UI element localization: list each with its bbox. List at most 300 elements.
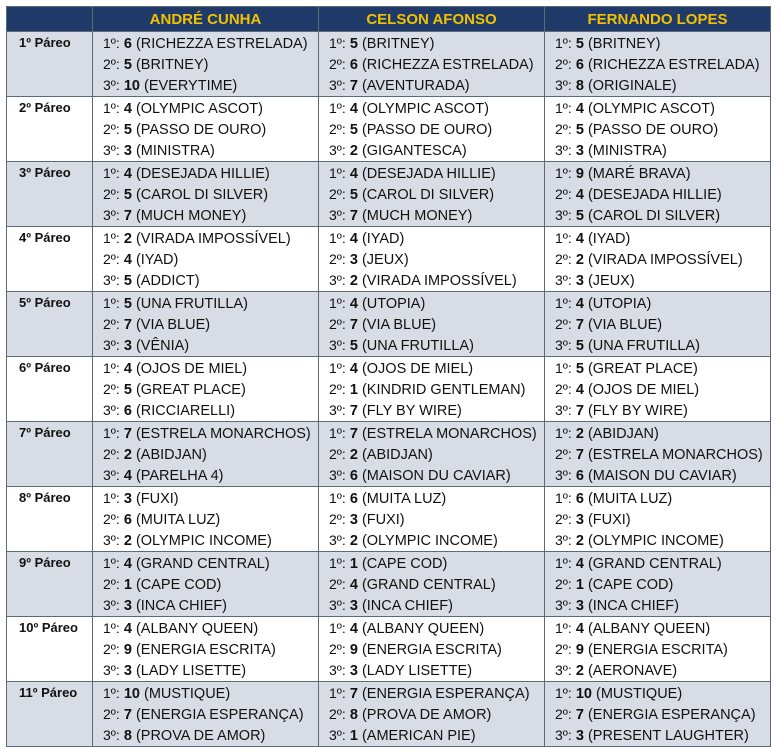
horse-number: 3	[575, 143, 584, 159]
pick-line	[329, 335, 544, 356]
horse-name: (ENERGIA ESPERANÇA)	[135, 707, 304, 723]
horse-name: (VIRADA IMPOSSÍVEL)	[361, 273, 517, 289]
horse-name: (ABIDJAN)	[587, 426, 659, 442]
pick-position: 2º:	[103, 576, 120, 592]
pick-position: 2º:	[555, 446, 572, 462]
horse-name: (JEUX)	[361, 252, 409, 268]
race-label: 6º Páreo	[7, 357, 93, 422]
pick-line	[103, 444, 318, 465]
pick-line	[555, 530, 770, 551]
horse-name: (OLYMPIC INCOME)	[135, 533, 272, 549]
horse-number: 4	[349, 296, 358, 312]
pick-position: 3º:	[555, 77, 572, 93]
pick-line	[329, 444, 544, 465]
pick-position: 1º:	[555, 100, 572, 116]
horse-number: 9	[349, 642, 358, 658]
horse-name: (OJOS DE MIEL)	[587, 382, 700, 398]
horse-name: (DESEJADA HILLIE)	[361, 166, 496, 182]
horse-name: (RICHEZZA ESTRELADA)	[361, 57, 534, 73]
pick-cell-andre-cunha	[93, 97, 319, 162]
horse-name: (ABIDJAN)	[361, 447, 433, 463]
horse-number: 3	[349, 598, 358, 614]
horse-name: (GREAT PLACE)	[135, 382, 246, 398]
horse-number: 4	[123, 361, 132, 377]
pick-line	[103, 725, 318, 746]
pick-line	[103, 184, 318, 205]
pick-position: 2º:	[103, 381, 120, 397]
pick-line	[555, 704, 770, 725]
horse-number: 9	[575, 642, 584, 658]
pick-line	[555, 228, 770, 249]
horse-number: 7	[349, 426, 358, 442]
horse-name: (UNA FRUTILLA)	[361, 338, 474, 354]
pick-line	[329, 618, 544, 639]
horse-number: 2	[349, 533, 358, 549]
header-celson-afonso: CELSON AFONSO	[319, 7, 545, 32]
horse-number: 5	[575, 361, 584, 377]
pick-position: 1º:	[555, 490, 572, 506]
pick-line	[329, 465, 544, 486]
horse-number: 3	[123, 143, 132, 159]
race-row	[7, 552, 771, 617]
pick-position: 1º:	[329, 35, 346, 51]
horse-number: 3	[349, 512, 358, 528]
pick-line	[555, 639, 770, 660]
pick-position: 1º:	[103, 100, 120, 116]
pick-line	[555, 140, 770, 161]
horse-name: (IYAD)	[135, 252, 179, 268]
pick-line	[555, 725, 770, 746]
pick-line	[555, 465, 770, 486]
pick-line	[103, 683, 318, 704]
race-row	[7, 617, 771, 682]
pick-cell-andre-cunha	[93, 487, 319, 552]
race-label: 11º Páreo	[7, 682, 93, 747]
pick-position: 1º:	[103, 35, 120, 51]
pick-line	[103, 98, 318, 119]
pick-line	[103, 379, 318, 400]
pick-cell-fernando-lopes	[545, 357, 771, 422]
pick-line	[329, 379, 544, 400]
pick-line	[329, 140, 544, 161]
horse-number: 4	[123, 468, 132, 484]
horse-number: 5	[123, 382, 132, 398]
horse-number: 9	[123, 642, 132, 658]
horse-number: 10	[575, 686, 592, 702]
pick-line	[555, 119, 770, 140]
horse-name: (FLY BY WIRE)	[361, 403, 462, 419]
pick-line	[103, 314, 318, 335]
pick-line	[103, 249, 318, 270]
pick-line	[103, 509, 318, 530]
horse-number: 7	[575, 317, 584, 333]
pick-cell-celson-afonso	[319, 32, 545, 97]
horse-number: 7	[349, 317, 358, 333]
pick-line	[329, 33, 544, 54]
horse-number: 5	[123, 187, 132, 203]
race-label: 1º Páreo	[7, 32, 93, 97]
horse-number: 8	[575, 78, 584, 94]
pick-line	[329, 530, 544, 551]
pick-line	[555, 33, 770, 54]
pick-position: 2º:	[555, 56, 572, 72]
pick-line	[329, 314, 544, 335]
horse-name: (MUSTIQUE)	[144, 686, 231, 702]
pick-line	[555, 574, 770, 595]
horse-number: 3	[123, 491, 132, 507]
pick-position: 3º:	[103, 727, 120, 743]
pick-line	[555, 444, 770, 465]
race-row	[7, 487, 771, 552]
horse-name: (OLYMPIC ASCOT)	[135, 101, 263, 117]
horse-number: 5	[123, 273, 132, 289]
horse-name: (ORIGINALE)	[587, 78, 677, 94]
pick-position: 1º:	[329, 620, 346, 636]
pick-position: 2º:	[555, 576, 572, 592]
horse-name: (ENERGIA ESCRITA)	[587, 642, 728, 658]
pick-line	[329, 358, 544, 379]
horse-number: 4	[575, 621, 584, 637]
pick-position: 1º:	[555, 230, 572, 246]
pick-line	[555, 379, 770, 400]
pick-position: 3º:	[555, 597, 572, 613]
pick-position: 2º:	[555, 186, 572, 202]
horse-number: 4	[123, 556, 132, 572]
pick-line	[555, 75, 770, 96]
race-row	[7, 422, 771, 487]
pick-position: 3º:	[103, 77, 120, 93]
horse-number: 2	[575, 252, 584, 268]
pick-line	[329, 725, 544, 746]
horse-number: 5	[575, 36, 584, 52]
pick-line	[555, 184, 770, 205]
pick-position: 3º:	[555, 727, 572, 743]
pick-line	[555, 163, 770, 184]
horse-name: (UNA FRUTILLA)	[587, 338, 700, 354]
pick-position: 1º:	[103, 295, 120, 311]
pick-position: 2º:	[329, 251, 346, 267]
horse-name: (OJOS DE MIEL)	[361, 361, 474, 377]
horse-name: (PASSO DE OURO)	[361, 122, 493, 138]
pick-line	[329, 75, 544, 96]
pick-line	[555, 314, 770, 335]
horse-number: 3	[575, 728, 584, 744]
pick-line	[329, 293, 544, 314]
horse-name: (VIRADA IMPOSSÍVEL)	[135, 231, 291, 247]
pick-line	[555, 249, 770, 270]
horse-number: 5	[575, 208, 584, 224]
pick-cell-celson-afonso	[319, 357, 545, 422]
pick-position: 1º:	[555, 425, 572, 441]
horse-number: 5	[349, 122, 358, 138]
horse-number: 7	[349, 208, 358, 224]
pick-position: 3º:	[555, 207, 572, 223]
horse-name: (GRAND CENTRAL)	[587, 556, 722, 572]
pick-cell-celson-afonso	[319, 97, 545, 162]
pick-position: 3º:	[555, 402, 572, 418]
pick-position: 2º:	[555, 121, 572, 137]
horse-name: (IYAD)	[361, 231, 405, 247]
pick-line	[103, 33, 318, 54]
horse-number: 7	[349, 78, 358, 94]
horse-number: 5	[349, 187, 358, 203]
horse-name: (ESTRELA MONARCHOS)	[135, 426, 311, 442]
pick-position: 3º:	[103, 597, 120, 613]
pick-line	[103, 574, 318, 595]
pick-position: 1º:	[329, 685, 346, 701]
pick-position: 2º:	[329, 121, 346, 137]
pick-cell-fernando-lopes	[545, 292, 771, 357]
pick-cell-celson-afonso	[319, 292, 545, 357]
horse-name: (FUXI)	[361, 512, 405, 528]
horse-name: (OLYMPIC ASCOT)	[587, 101, 715, 117]
pick-cell-celson-afonso	[319, 682, 545, 747]
horse-number: 2	[349, 143, 358, 159]
horse-name: (IYAD)	[587, 231, 631, 247]
pick-position: 2º:	[329, 511, 346, 527]
pick-line	[103, 205, 318, 226]
pick-position: 2º:	[555, 316, 572, 332]
pick-position: 3º:	[555, 662, 572, 678]
pick-cell-fernando-lopes	[545, 487, 771, 552]
horse-name: (GREAT PLACE)	[587, 361, 698, 377]
horse-name: (ABIDJAN)	[135, 447, 207, 463]
horse-number: 6	[575, 468, 584, 484]
horse-number: 10	[123, 686, 140, 702]
horse-name: (VIA BLUE)	[587, 317, 663, 333]
horse-name: (CAROL DI SILVER)	[135, 187, 269, 203]
pick-position: 2º:	[103, 641, 120, 657]
horse-number: 4	[575, 556, 584, 572]
header-fernando-lopes: FERNANDO LOPES	[545, 7, 771, 32]
pick-line	[103, 163, 318, 184]
pick-line	[555, 488, 770, 509]
horse-name: (INCA CHIEF)	[587, 598, 679, 614]
pick-line	[103, 228, 318, 249]
horse-name: (DESEJADA HILLIE)	[587, 187, 722, 203]
horse-number: 2	[575, 663, 584, 679]
horse-name: (INCA CHIEF)	[135, 598, 227, 614]
pick-position: 1º:	[555, 295, 572, 311]
horse-name: (UNA FRUTILLA)	[135, 296, 248, 312]
horse-name: (PASSO DE OURO)	[587, 122, 719, 138]
horse-name: (ENERGIA ESPERANÇA)	[587, 707, 756, 723]
pick-line	[555, 54, 770, 75]
pick-line	[329, 509, 544, 530]
horse-number: 3	[123, 598, 132, 614]
horse-name: (UTOPIA)	[361, 296, 426, 312]
horse-name: (GIGANTESCA)	[361, 143, 467, 159]
pick-cell-andre-cunha	[93, 357, 319, 422]
horse-name: (INCA CHIEF)	[361, 598, 453, 614]
pick-cell-fernando-lopes	[545, 617, 771, 682]
horse-name: (ENERGIA ESCRITA)	[135, 642, 276, 658]
horse-number: 2	[349, 273, 358, 289]
pick-position: 3º:	[329, 467, 346, 483]
pick-position: 1º:	[103, 230, 120, 246]
horse-number: 5	[123, 122, 132, 138]
horse-name: (CAROL DI SILVER)	[587, 208, 721, 224]
race-label: 9º Páreo	[7, 552, 93, 617]
pick-position: 3º:	[103, 142, 120, 158]
pick-position: 2º:	[555, 381, 572, 397]
pick-position: 1º:	[329, 490, 346, 506]
horse-name: (ESTRELA MONARCHOS)	[361, 426, 537, 442]
pick-cell-celson-afonso	[319, 487, 545, 552]
pick-position: 2º:	[103, 511, 120, 527]
horse-name: (VIRADA IMPOSSÍVEL)	[587, 252, 743, 268]
horse-number: 4	[123, 621, 132, 637]
pick-position: 3º:	[555, 467, 572, 483]
pick-position: 2º:	[103, 56, 120, 72]
pick-position: 1º:	[555, 620, 572, 636]
race-row	[7, 97, 771, 162]
horse-number: 9	[575, 166, 584, 182]
pick-position: 1º:	[555, 685, 572, 701]
horse-number: 5	[575, 338, 584, 354]
horse-number: 1	[349, 382, 358, 398]
horse-number: 3	[123, 338, 132, 354]
horse-number: 4	[349, 166, 358, 182]
horse-name: (MUITA LUZ)	[587, 491, 673, 507]
pick-line	[329, 553, 544, 574]
horse-number: 3	[349, 663, 358, 679]
race-row	[7, 292, 771, 357]
horse-name: (MUSTIQUE)	[596, 686, 683, 702]
pick-line	[555, 509, 770, 530]
horse-number: 5	[349, 338, 358, 354]
horse-name: (EVERYTIME)	[144, 78, 238, 94]
horse-name: (ADDICT)	[135, 273, 200, 289]
pick-line	[103, 530, 318, 551]
pick-position: 3º:	[103, 532, 120, 548]
horse-name: (PASSO DE OURO)	[135, 122, 267, 138]
pick-cell-celson-afonso	[319, 227, 545, 292]
pick-position: 1º:	[329, 555, 346, 571]
pick-cell-fernando-lopes	[545, 32, 771, 97]
horse-name: (GRAND CENTRAL)	[135, 556, 270, 572]
race-label: 7º Páreo	[7, 422, 93, 487]
horse-number: 7	[123, 707, 132, 723]
horse-name: (MARÉ BRAVA)	[587, 166, 691, 182]
pick-position: 3º:	[555, 272, 572, 288]
pick-line	[329, 205, 544, 226]
horse-number: 8	[123, 728, 132, 744]
pick-position: 2º:	[329, 56, 346, 72]
pick-line	[103, 293, 318, 314]
pick-line	[555, 358, 770, 379]
horse-number: 4	[123, 101, 132, 117]
horse-name: (JEUX)	[587, 273, 635, 289]
pick-cell-andre-cunha	[93, 292, 319, 357]
pick-position: 1º:	[329, 360, 346, 376]
horse-number: 4	[349, 577, 358, 593]
pick-line	[329, 249, 544, 270]
horse-name: (FUXI)	[135, 491, 179, 507]
race-row	[7, 357, 771, 422]
horse-name: (GRAND CENTRAL)	[361, 577, 496, 593]
horse-name: (AVENTURADA)	[361, 78, 470, 94]
horse-name: (LADY LISETTE)	[135, 663, 247, 679]
pick-position: 3º:	[329, 207, 346, 223]
pick-position: 3º:	[329, 77, 346, 93]
pick-position: 3º:	[329, 402, 346, 418]
race-row	[7, 162, 771, 227]
pick-line	[329, 98, 544, 119]
horse-number: 6	[123, 512, 132, 528]
race-label: 5º Páreo	[7, 292, 93, 357]
pick-position: 2º:	[329, 706, 346, 722]
race-row	[7, 32, 771, 97]
horse-name: (RICHEZZA ESTRELADA)	[587, 57, 760, 73]
pick-position: 1º:	[103, 490, 120, 506]
pick-position: 3º:	[103, 207, 120, 223]
pick-position: 1º:	[103, 165, 120, 181]
horse-number: 7	[575, 447, 584, 463]
pick-position: 2º:	[103, 706, 120, 722]
horse-name: (CAPE COD)	[587, 577, 674, 593]
horse-name: (ALBANY QUEEN)	[135, 621, 259, 637]
horse-name: (MAISON DU CAVIAR)	[587, 468, 737, 484]
pick-line	[103, 54, 318, 75]
pick-line	[329, 639, 544, 660]
pick-position: 2º:	[103, 186, 120, 202]
horse-number: 1	[349, 728, 358, 744]
horse-name: (LADY LISETTE)	[361, 663, 473, 679]
pick-position: 1º:	[329, 165, 346, 181]
horse-name: (ENERGIA ESCRITA)	[361, 642, 502, 658]
horse-number: 7	[123, 426, 132, 442]
pick-cell-andre-cunha	[93, 682, 319, 747]
pick-position: 3º:	[329, 142, 346, 158]
pick-position: 1º:	[555, 555, 572, 571]
horse-number: 7	[123, 208, 132, 224]
horse-number: 2	[349, 447, 358, 463]
pick-cell-andre-cunha	[93, 552, 319, 617]
horse-name: (MINISTRA)	[587, 143, 667, 159]
pick-position: 3º:	[103, 272, 120, 288]
pick-position: 3º:	[329, 597, 346, 613]
pick-cell-andre-cunha	[93, 617, 319, 682]
horse-name: (OLYMPIC ASCOT)	[361, 101, 489, 117]
pick-position: 3º:	[329, 727, 346, 743]
pick-position: 2º:	[329, 576, 346, 592]
pick-position: 3º:	[103, 402, 120, 418]
pick-line	[555, 423, 770, 444]
pick-position: 3º:	[329, 662, 346, 678]
pick-line	[555, 335, 770, 356]
horse-name: (RICCIARELLI)	[135, 403, 236, 419]
horse-number: 2	[123, 447, 132, 463]
pick-position: 1º:	[329, 230, 346, 246]
horse-number: 3	[349, 252, 358, 268]
pick-position: 3º:	[103, 337, 120, 353]
horse-number: 6	[575, 57, 584, 73]
horse-name: (MUCH MONEY)	[135, 208, 247, 224]
pick-position: 2º:	[329, 186, 346, 202]
race-label: 3º Páreo	[7, 162, 93, 227]
horse-number: 4	[575, 231, 584, 247]
pick-position: 2º:	[329, 446, 346, 462]
horse-number: 4	[349, 231, 358, 247]
horse-number: 6	[349, 491, 358, 507]
horse-number: 8	[349, 707, 358, 723]
pick-line	[329, 704, 544, 725]
pick-position: 2º:	[555, 706, 572, 722]
horse-number: 5	[123, 296, 132, 312]
pick-line	[103, 358, 318, 379]
horse-name: (ALBANY QUEEN)	[361, 621, 485, 637]
